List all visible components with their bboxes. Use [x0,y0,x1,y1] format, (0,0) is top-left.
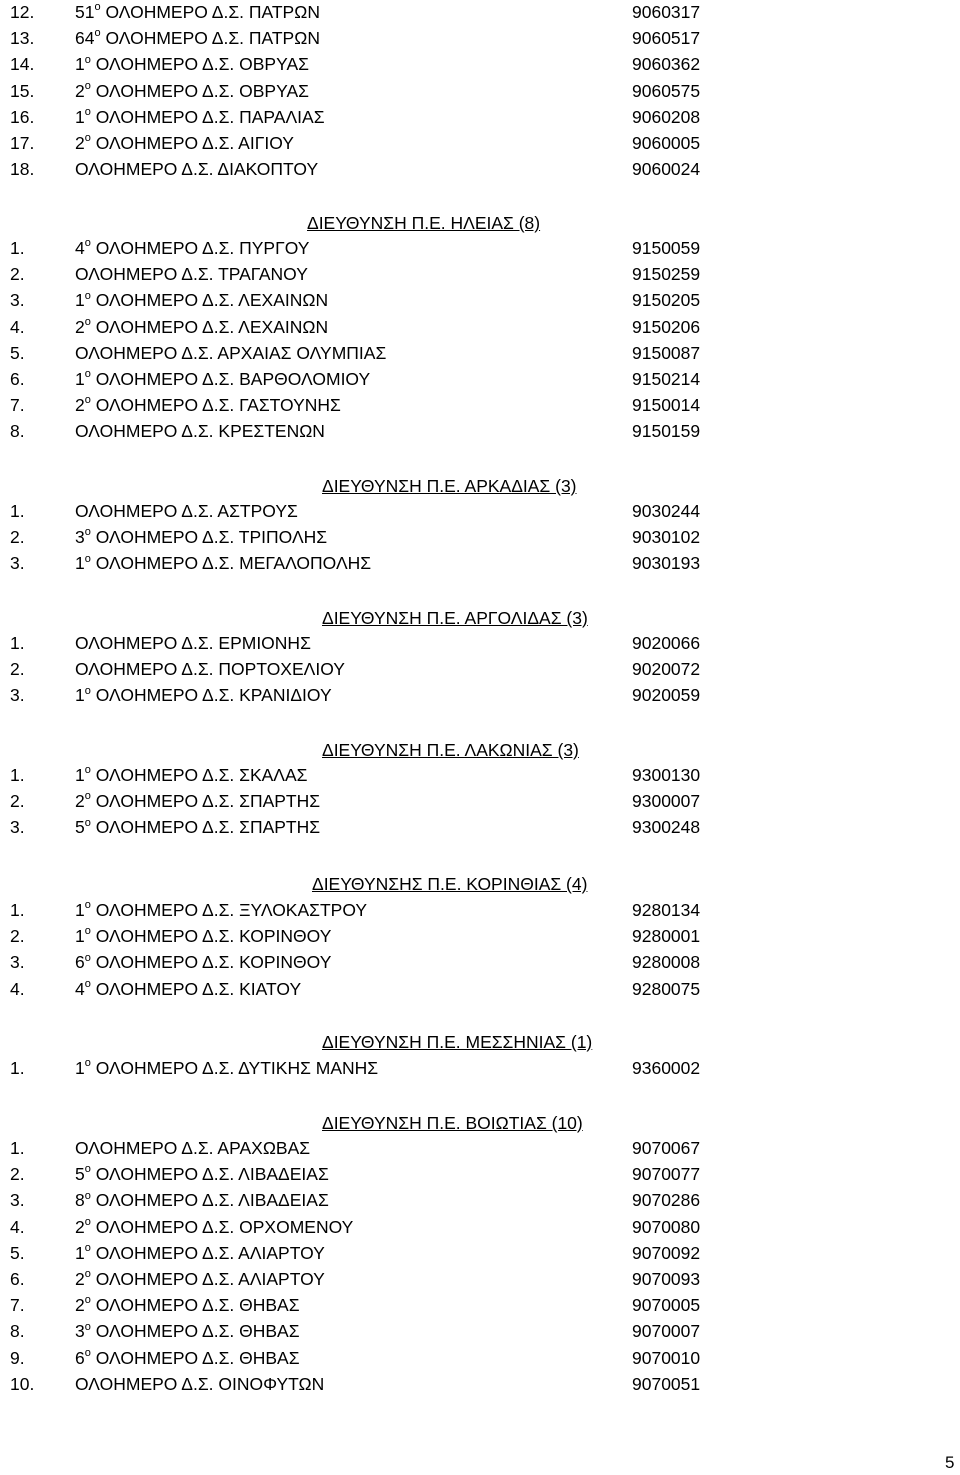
item-number: 8. [10,421,25,442]
school-name-text: ΟΛΟΗΜΕΡΟ Δ.Σ. ΠΑΡΑΛΙΑΣ [95,106,325,127]
ordinal-number: 3 [75,527,85,548]
list-item [0,976,960,1002]
list-item [0,1266,960,1292]
item-number: 2. [10,659,25,680]
ordinal-number: 1 [75,900,85,920]
school-name [75,1292,300,1318]
list-item [0,498,960,524]
ordinal-marker: ο [84,1346,91,1359]
school-name-text: ΟΛΟΗΜΕΡΟ Δ.Σ. ΠΑΤΡΩΝ [105,2,320,22]
school-code: 9030193 [632,553,701,574]
ordinal-number: 1 [75,765,85,785]
item-number: 4. [10,1216,25,1237]
item-number: 3. [10,1190,25,1211]
ordinal-number: 2 [75,395,85,416]
school-name-text: ΟΛΟΗΜΕΡΟ Δ.Σ. ΑΡΧΑΙΑΣ ΟΛΥΜΠΙΑΣ [75,342,387,363]
school-name-text: ΟΛΟΗΜΕΡΟ Δ.Σ. ΒΑΡΘΟΛΟΜΙΟΥ [95,369,371,389]
list-item [0,25,960,51]
school-code: 9070010 [632,1347,701,1368]
school-code: 9060517 [632,28,701,49]
ordinal-number: 1 [75,369,85,389]
school-code: 9070286 [632,1190,701,1211]
school-code: 9150059 [632,238,701,258]
school-name-text: ΟΛΟΗΜΕΡΟ Δ.Σ. ΑΙΓΙΟΥ [95,133,294,153]
item-number: 3. [10,553,25,574]
school-name-text: ΟΛΟΗΜΕΡΟ Δ.Σ. ΚΟΡΙΝΘΟΥ [95,926,332,947]
list-item [0,366,960,392]
page-number: 5 [945,1453,955,1472]
ordinal-number: 1 [75,54,85,75]
ordinal-marker: ο [84,1057,91,1070]
ordinal-number: 1 [75,926,85,947]
school-name-text: ΟΛΟΗΜΕΡΟ Δ.Σ. ΠΑΤΡΩΝ [105,28,320,49]
item-number: 2. [10,1164,25,1185]
school-name-text: ΟΛΟΗΜΕΡΟ Δ.Σ. ΘΗΒΑΣ [95,1295,300,1316]
item-number: 3. [10,952,25,973]
item-number: 6. [10,1269,25,1289]
list-item [0,630,960,656]
ordinal-marker: ο [84,816,91,829]
school-code: 9280075 [632,978,701,999]
item-number: 1. [10,900,25,920]
item-number: 1. [10,238,25,258]
school-name-text: ΟΛΟΗΜΕΡΟ Δ.Σ. ΑΛΙΑΡΤΟΥ [95,1269,325,1289]
list-item [0,1161,960,1187]
school-name-text: ΟΛΟΗΜΕΡΟ Δ.Σ. ΣΚΑΛΑΣ [95,765,308,785]
ordinal-number: 1 [75,685,85,706]
section-heading: ΔΙΕΥΘΥΝΣΗ Π.Ε. ΑΡΚΑΔΙΑΣ (3) [322,476,577,496]
school-code: 9300007 [632,791,701,812]
school-code: 9060208 [632,106,701,127]
school-code: 9280001 [632,926,701,947]
item-number: 2. [10,527,25,548]
list-item [0,0,960,25]
school-code: 9070051 [632,1373,701,1394]
ordinal-number: 1 [75,553,85,574]
section-heading: ΔΙΕΥΘΥΝΣΗΣ Π.Ε. ΚΟΡΙΝΘΙΑΣ (4) [312,874,588,894]
ordinal-marker: ο [94,27,101,40]
school-code: 9060317 [632,2,701,22]
school-name-text: ΟΛΟΗΜΕΡΟ Δ.Σ. ΓΑΣΤΟΥΝΗΣ [95,395,341,416]
school-name [75,498,298,524]
ordinal-marker: ο [84,1320,91,1333]
school-name-text: ΟΛΟΗΜΕΡΟ Δ.Σ. ΛΙΒΑΔΕΙΑΣ [95,1190,329,1211]
school-name [75,1187,329,1213]
school-name-text: ΟΛΟΗΜΕΡΟ Δ.Σ. ΑΛΙΑΡΤΟΥ [95,1242,325,1263]
school-name-text: ΟΛΟΗΜΕΡΟ Δ.Σ. ΠΥΡΓΟΥ [95,238,310,258]
school-name [75,156,318,182]
school-code: 9020072 [632,659,701,680]
list-item [0,550,960,576]
list-item [0,340,960,366]
ordinal-marker: ο [84,899,91,912]
ordinal-number: 51 [75,2,95,22]
list-item [0,78,960,104]
school-name-text: ΟΛΟΗΜΕΡΟ Δ.Σ. ΚΡΑΝΙΔΙΟΥ [95,685,332,706]
ordinal-marker: ο [84,237,91,250]
item-number: 1. [10,1138,25,1158]
school-name-text: ΟΛΟΗΜΕΡΟ Δ.Σ. ΑΣΤΡΟΥΣ [75,501,298,521]
ordinal-number: 8 [75,1190,85,1211]
school-name-text: ΟΛΟΗΜΕΡΟ Δ.Σ. ΛΙΒΑΔΕΙΑΣ [95,1164,329,1185]
item-number: 5. [10,1242,25,1263]
school-name [75,788,320,814]
section-heading: ΔΙΕΥΘΥΝΣΗ Π.Ε. ΗΛΕΙΑΣ (8) [307,213,541,233]
school-name-text: ΟΛΟΗΜΕΡΟ Δ.Σ. ΞΥΛΟΚΑΣΤΡΟΥ [95,900,368,920]
list-item [0,897,960,923]
item-number: 6. [10,369,25,389]
list-item [0,235,960,261]
ordinal-marker: ο [84,1294,91,1307]
school-code: 9020059 [632,685,701,706]
list-item [0,314,960,340]
item-number: 1. [10,765,25,785]
school-name [75,630,311,656]
ordinal-marker: ο [84,1189,91,1202]
school-name-text: ΟΛΟΗΜΕΡΟ Δ.Σ. ΣΠΑΡΤΗΣ [95,817,321,838]
item-number: 14. [10,54,35,75]
school-code: 9300130 [632,765,701,785]
ordinal-number: 2 [75,316,85,337]
ordinal-marker: ο [84,1163,91,1176]
item-number: 1. [10,501,25,521]
school-name-text: ΟΛΟΗΜΕΡΟ Δ.Σ. ΔΙΑΚΟΠΤΟΥ [75,159,319,180]
school-code: 9060024 [632,159,701,180]
ordinal-number: 1 [75,290,85,311]
ordinal-number: 2 [75,1216,85,1237]
school-name [75,682,332,708]
item-number: 13. [10,28,35,49]
ordinal-marker: ο [84,132,91,145]
school-code: 9150159 [632,421,701,442]
ordinal-marker: ο [84,977,91,990]
ordinal-number: 2 [75,1295,85,1316]
school-name [75,1318,300,1344]
list-item [0,392,960,418]
ordinal-marker: ο [84,1268,91,1281]
ordinal-marker: ο [84,1241,91,1254]
ordinal-marker: ο [84,105,91,118]
school-name-text: ΟΛΟΗΜΕΡΟ Δ.Σ. ΕΡΜΙΟΝΗΣ [75,633,311,653]
school-name [75,1214,353,1240]
list-item [0,1345,960,1371]
ordinal-marker: ο [84,53,91,66]
list-item [0,682,960,708]
ordinal-marker: ο [84,684,91,697]
ordinal-number: 4 [75,238,85,258]
ordinal-number: 1 [75,1242,85,1263]
ordinal-marker: ο [84,552,91,565]
ordinal-marker: ο [84,526,91,539]
school-code: 9280008 [632,952,701,973]
school-name [75,897,367,923]
item-number: 7. [10,1295,25,1316]
school-name-text: ΟΛΟΗΜΕΡΟ Δ.Σ. ΣΠΑΡΤΗΣ [95,791,321,812]
ordinal-number: 5 [75,817,85,838]
school-name-text: ΟΛΟΗΜΕΡΟ Δ.Σ. ΛΕΧΑΙΝΩΝ [95,316,329,337]
section-heading: ΔΙΕΥΘΥΝΣΗ Π.Ε. ΛΑΚΩΝΙΑΣ (3) [322,740,579,760]
school-code: 9060575 [632,80,701,101]
list-item [0,949,960,975]
ordinal-number: 2 [75,791,85,812]
ordinal-marker: ο [84,1215,91,1228]
item-number: 2. [10,926,25,947]
list-item [0,1135,960,1161]
school-code: 9300248 [632,817,701,838]
ordinal-marker: ο [84,79,91,92]
ordinal-number: 1 [75,1058,85,1078]
school-code: 9070067 [632,1138,701,1158]
ordinal-number: 6 [75,952,85,973]
school-name [75,340,386,366]
school-name [75,78,309,104]
school-name [75,923,331,949]
school-code: 9060005 [632,133,701,153]
section-heading: ΔΙΕΥΘΥΝΣΗ Π.Ε. ΒΟΙΩΤΙΑΣ (10) [322,1113,583,1133]
school-name-text: ΟΛΟΗΜΕΡΟ Δ.Σ. ΚΟΡΙΝΘΟΥ [95,952,332,973]
school-name-text: ΟΛΟΗΜΕΡΟ Δ.Σ. ΟΙΝΟΦΥΤΩΝ [75,1373,325,1394]
item-number: 4. [10,316,25,337]
item-number: 16. [10,106,35,127]
item-number: 3. [10,817,25,838]
school-name [75,418,325,444]
item-number: 9. [10,1347,25,1368]
school-name-text: ΟΛΟΗΜΕΡΟ Δ.Σ. ΘΗΒΑΣ [95,1321,300,1342]
school-name-text: ΟΛΟΗΜΕΡΟ Δ.Σ. ΔΥΤΙΚΗΣ ΜΑΝΗΣ [95,1058,379,1078]
ordinal-number: 64 [75,28,95,49]
school-name [75,51,309,77]
school-code: 9070093 [632,1269,701,1289]
school-code: 9070077 [632,1164,701,1185]
school-name-text: ΟΛΟΗΜΕΡΟ Δ.Σ. ΤΡΙΠΟΛΗΣ [95,527,328,548]
school-code: 9030102 [632,527,701,548]
ordinal-marker: ο [84,289,91,302]
ordinal-marker: ο [84,951,91,964]
school-name [75,1266,325,1292]
school-name-text: ΟΛΟΗΜΕΡΟ Δ.Σ. ΘΗΒΑΣ [95,1347,300,1368]
item-number: 15. [10,80,35,101]
school-name [75,314,328,340]
item-number: 3. [10,290,25,311]
school-name [75,104,325,130]
item-number: 2. [10,264,25,285]
school-name-text: ΟΛΟΗΜΕΡΟ Δ.Σ. ΚΡΕΣΤΕΝΩΝ [75,421,325,442]
school-name-text: ΟΛΟΗΜΕΡΟ Δ.Σ. ΠΟΡΤΟΧΕΛΙΟΥ [75,659,345,680]
school-name [75,1371,324,1397]
ordinal-marker: ο [84,394,91,407]
school-code: 9150259 [632,264,701,285]
list-item [0,1318,960,1344]
school-name [75,1240,325,1266]
list-item [0,1371,960,1397]
list-item [0,1214,960,1240]
ordinal-number: 2 [75,80,85,101]
ordinal-number: 2 [75,133,85,153]
school-name [75,1161,329,1187]
ordinal-marker: ο [84,925,91,938]
school-name [75,1135,310,1161]
ordinal-marker: ο [94,1,101,14]
list-item [0,418,960,444]
section-heading: ΔΙΕΥΘΥΝΣΗ Π.Ε. ΑΡΓΟΛΙΔΑΣ (3) [322,608,588,628]
item-number: 8. [10,1321,25,1342]
school-name [75,550,371,576]
ordinal-number: 3 [75,1321,85,1342]
school-name-text: ΟΛΟΗΜΕΡΟ Δ.Σ. ΚΙΑΤΟΥ [95,978,302,999]
ordinal-number: 4 [75,978,85,999]
list-item [0,156,960,182]
school-code: 9360002 [632,1058,701,1078]
list-item [0,524,960,550]
list-item [0,814,960,840]
school-code: 9150205 [632,290,701,311]
item-number: 1. [10,633,25,653]
school-code: 9060362 [632,54,701,75]
school-name [75,366,370,392]
school-name-text: ΟΛΟΗΜΕΡΟ Δ.Σ. ΤΡΑΓΑΝΟΥ [75,264,308,285]
school-name [75,814,320,840]
ordinal-marker: ο [84,315,91,328]
list-item [0,130,960,156]
item-number: 1. [10,1058,25,1078]
ordinal-marker: ο [84,790,91,803]
list-item [0,51,960,77]
item-number: 3. [10,685,25,706]
school-name [75,762,307,788]
list-item [0,1292,960,1318]
school-code: 9150206 [632,316,701,337]
item-number: 4. [10,978,25,999]
school-name-text: ΟΛΟΗΜΕΡΟ Δ.Σ. ΟΒΡΥΑΣ [95,80,309,101]
item-number: 7. [10,395,25,416]
item-number: 2. [10,791,25,812]
school-name [75,287,328,313]
list-item [0,762,960,788]
school-name [75,524,327,550]
school-name [75,1055,378,1081]
school-name [75,976,301,1002]
school-code: 9070092 [632,1242,701,1263]
list-item [0,923,960,949]
school-code: 9070005 [632,1295,701,1316]
item-number: 5. [10,342,25,363]
item-number: 12. [10,2,35,22]
school-code: 9150014 [632,395,701,416]
school-code: 9030244 [632,501,701,521]
school-name [75,1345,300,1371]
ordinal-number: 6 [75,1347,85,1368]
school-name [75,130,294,156]
school-name [75,656,345,682]
school-name-text: ΟΛΟΗΜΕΡΟ Δ.Σ. ΛΕΧΑΙΝΩΝ [95,290,329,311]
list-item [0,656,960,682]
list-item [0,788,960,814]
list-item [0,1055,960,1081]
school-code: 9150087 [632,342,701,363]
section-heading: ΔΙΕΥΘΥΝΣΗ Π.Ε. ΜΕΣΣΗΝΙΑΣ (1) [322,1032,593,1052]
school-code: 9150214 [632,369,701,389]
ordinal-number: 1 [75,106,85,127]
school-name [75,261,308,287]
school-name-text: ΟΛΟΗΜΕΡΟ Δ.Σ. ΑΡΑΧΩΒΑΣ [75,1138,311,1158]
school-name [75,235,309,261]
school-code: 9070007 [632,1321,701,1342]
school-name-text: ΟΛΟΗΜΕΡΟ Δ.Σ. ΟΡΧΟΜΕΝΟΥ [95,1216,354,1237]
school-name-text: ΟΛΟΗΜΕΡΟ Δ.Σ. ΜΕΓΑΛΟΠΟΛΗΣ [95,553,372,574]
school-code: 9020066 [632,633,701,653]
school-name [75,949,331,975]
list-item [0,1187,960,1213]
school-name [75,25,320,51]
ordinal-marker: ο [84,764,91,777]
list-item [0,104,960,130]
ordinal-number: 2 [75,1269,85,1289]
item-number: 10. [10,1373,35,1394]
school-name-text: ΟΛΟΗΜΕΡΟ Δ.Σ. ΟΒΡΥΑΣ [95,54,309,75]
list-item [0,1240,960,1266]
item-number: 18. [10,159,35,180]
school-code: 9280134 [632,900,701,920]
list-item [0,261,960,287]
list-item [0,287,960,313]
ordinal-marker: ο [84,368,91,381]
school-name [75,0,320,25]
school-code: 9070080 [632,1216,701,1237]
ordinal-number: 5 [75,1164,85,1185]
item-number: 17. [10,133,35,153]
school-name [75,392,341,418]
